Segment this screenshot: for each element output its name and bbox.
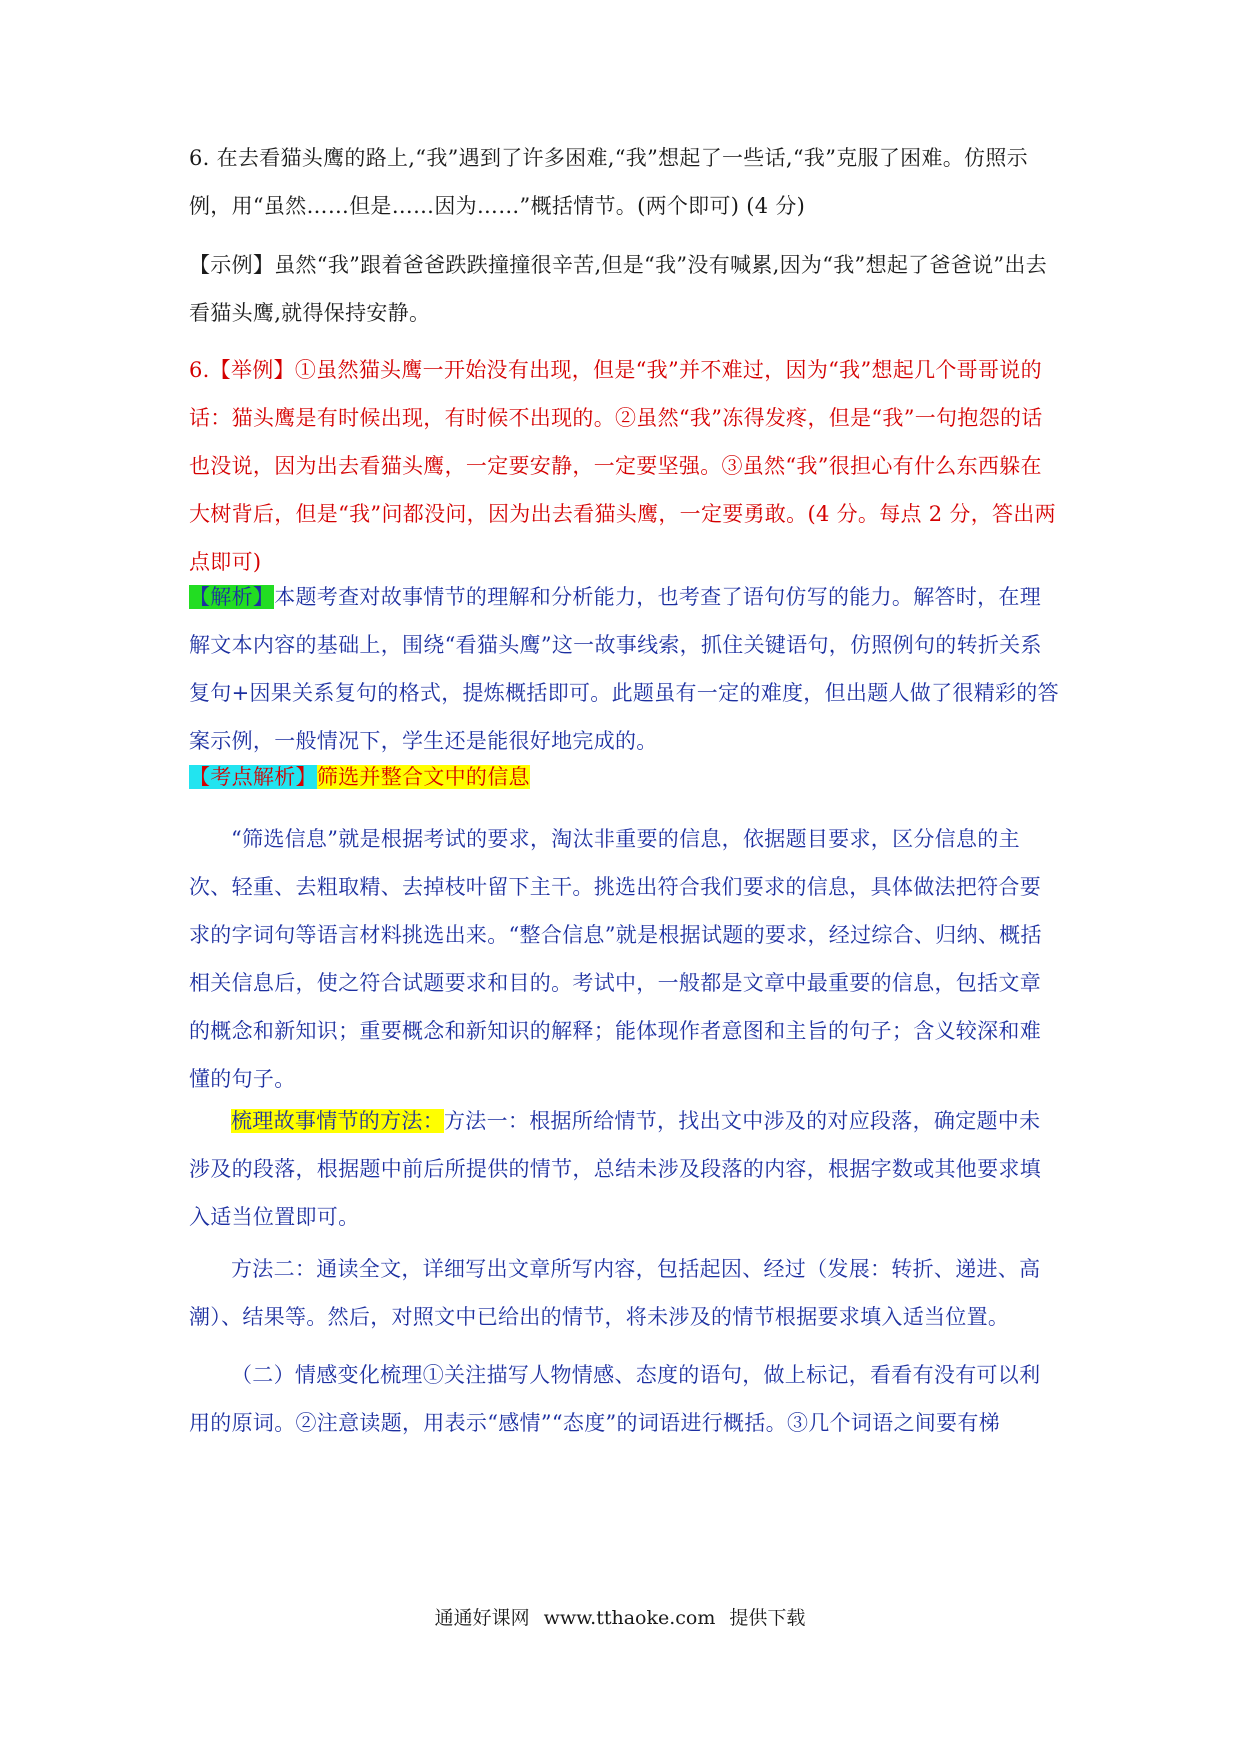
footer-url: www.tthaoke.com [543, 1607, 716, 1629]
question-stem: 6. 在去看猫头鹰的路上,“我”遇到了许多困难,“我”想起了一些话,“我”克服了困难。仿照示例，用“虽然……但是……因为……”概括情节。(两个即可) (4 分) [189, 146, 1028, 218]
key-point-title: 筛选并整合文中的信息 [316, 765, 530, 789]
answer-label: 【举例】 [209, 358, 295, 382]
page-footer [0, 1603, 1240, 1633]
analysis-block [189, 573, 1059, 765]
screening-paragraph: “筛选信息”就是根据考试的要求，淘汰非重要的信息，依据题目要求，区分信息的主次、轻重、去粗取精、去掉枝叶留下主干。挑选出符合我们要求的信息，具体做法把符合要求的字词句等语言材料挑选出来。“整合信息”就是根据试题的要求，经过综合、归纳、概括相关信息后，使之符合试题要求和目的。考试中，一般都是文章中最重要的信息，包括文章的概念和新知识；重要概念和新知识的解释；能体现作者意图和主旨的句子；含义较深和难懂的句子。 [189, 827, 1042, 1091]
question-example [189, 241, 1059, 337]
method-two-paragraph: 方法二：通读全文，详细写出文章所写内容，包括起因、经过（发展：转折、递进、高潮）、结果等。然后，对照文中已给出的情节，将未涉及的情节根据要求填入适当位置。 [189, 1257, 1041, 1329]
example-text: 虽然“我”跟着爸爸跌跌撞撞很辛苦,但是“我”没有喊累,因为“我”想起了爸爸说”出去看猫头鹰,就得保持安静。 [189, 253, 1048, 325]
method-one-paragraph [189, 1097, 1059, 1241]
example-label: 【示例】 [189, 253, 275, 277]
analysis-text: 本题考查对故事情节的理解和分析能力，也考查了语句仿写的能力。解答时，在理解文本内容的基础上，围绕“看猫头鹰”这一故事线索，抓住关键语句，仿照例句的转折关系复句+因果关系复句的格式，提炼概括即可。此题虽有一定的难度，但出题人做了很精彩的答案示例，一般情况下，学生还是能很好地完成的。 [189, 585, 1059, 753]
answer-prefix: 6. [189, 358, 210, 382]
footer-suffix: 提供下载 [729, 1607, 806, 1629]
key-point-label: 【考点解析】 [189, 765, 317, 789]
document-page [189, 0, 1059, 1754]
answer-block [189, 346, 1059, 586]
method-label: 梳理故事情节的方法： [231, 1109, 444, 1133]
answer-text: ①虽然猫头鹰一开始没有出现，但是“我”并不难过，因为“我”想起几个哥哥说的话：猫头鹰是有时候出现，有时候不出现的。②虽然“我”冻得发疼，但是“我”一句抱怨的话也没说，因为出去看猫头鹰，一定要安静，一定要坚强。③虽然“我”很担心有什么东西躲在大树背后，但是“我”问都没问，因为出去看猫头鹰，一定要勇敢。(4 分。每点 2 分，答出两点即可) [189, 358, 1056, 574]
emotion-paragraph: （二）情感变化梳理①关注描写人物情感、态度的语句，做上标记，看看有没有可以利用的原词。②注意读题，用表示“感情”“态度”的词语进行概括。③几个词语之间要有梯 [189, 1363, 1041, 1435]
analysis-label: 【解析】 [189, 585, 275, 609]
key-point-heading [189, 753, 1059, 801]
method-one-text: 方法一：根据所给情节，找出文中涉及的对应段落，确定题中未涉及的段落，根据题中前后所提供的情节，总结未涉及段落的内容，根据字数或其他要求填入适当位置即可。 [189, 1109, 1041, 1229]
footer-site-name: 通通好课网 [434, 1607, 530, 1629]
